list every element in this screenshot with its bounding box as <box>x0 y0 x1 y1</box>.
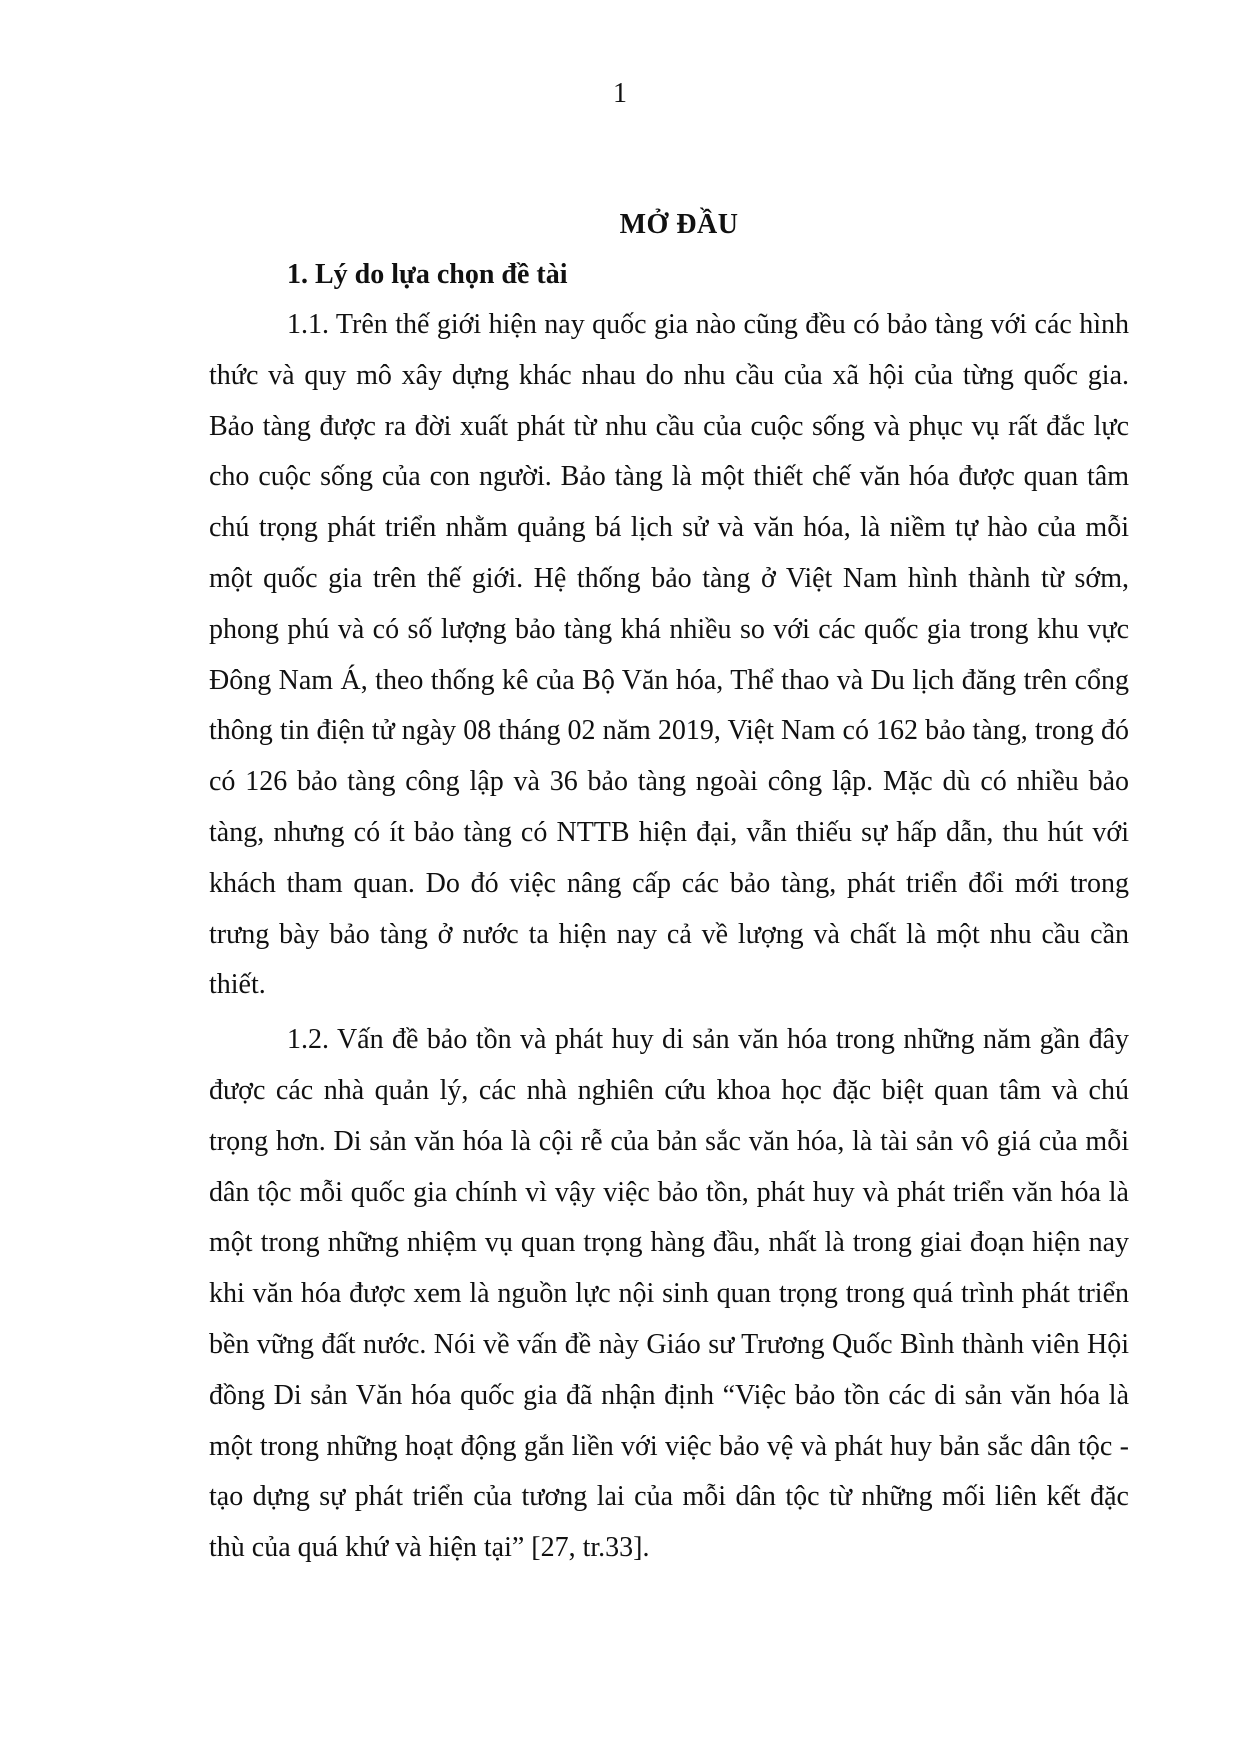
document-title: MỞ ĐẦU <box>619 209 739 240</box>
document-body <box>209 200 1129 1574</box>
section-heading: 1. Lý do lựa chọn đề tài <box>287 259 568 290</box>
paragraph-1-1: 1.1. Trên thế giới hiện nay quốc gia nào cũng đều có bảo tàng với các hình thức và quy mô xây dựng khác nhau do nhu cầu của xã hội của từng quốc gia. Bảo tàng được ra đời xuất phát từ nhu cầu của cuộc sống và phục vụ rất đắc lực cho cuộc sống của con người. Bảo tàng là một thiết chế văn hóa được quan tâm chú trọng phát triển nhằm quảng bá lịch sử và văn hóa, là niềm tự hào của mỗi một quốc gia trên thế giới. Hệ thống bảo tàng ở Việt Nam hình thành từ sớm, phong phú và có số lượng bảo tàng khá nhiều so với các quốc gia trong khu vực Đông Nam Á, theo thống kê của Bộ Văn hóa, Thể thao và Du lịch đăng trên cổng thông tin điện tử ngày 08 tháng 02 năm 2019, Việt Nam có 162 bảo tàng, trong đó có 126 bảo tàng công lập và 36 bảo tàng ngoài công lập. Mặc dù có nhiều bảo tàng, nhưng có ít bảo tàng có NTTB hiện đại, vẫn thiếu sự hấp dẫn, thu hút với khách tham quan. Do đó việc nâng cấp các bảo tàng, phát triển đổi mới trong trưng bày bảo tàng ở nước ta hiện nay cả về lượng và chất là một nhu cầu cần thiết. <box>209 309 1129 1001</box>
page-number: 1 <box>613 78 627 109</box>
paragraph-1-2: 1.2. Vấn đề bảo tồn và phát huy di sản văn hóa trong những năm gần đây được các nhà quản lý, các nhà nghiên cứu khoa học đặc biệt quan tâm và chú trọng hơn. Di sản văn hóa là cội rễ của bản sắc văn hóa, là tài sản vô giá của mỗi dân tộc mỗi quốc gia chính vì vậy việc bảo tồn, phát huy và phát triển văn hóa là một trong những nhiệm vụ quan trọng hàng đầu, nhất là trong giai đoạn hiện nay khi văn hóa được xem là nguồn lực nội sinh quan trọng trong quá trình phát triển bền vững đất nước. Nói về vấn đề này Giáo sư Trương Quốc Bình thành viên Hội đồng Di sản Văn hóa quốc gia đã nhận định “Việc bảo tồn các di sản văn hóa là một trong những hoạt động gắn liền với việc bảo vệ và phát huy bản sắc dân tộc - tạo dựng sự phát triển của tương lai của mỗi dân tộc từ những mối liên kết đặc thù của quá khứ và hiện tại” [27, tr.33]. <box>209 1024 1129 1564</box>
